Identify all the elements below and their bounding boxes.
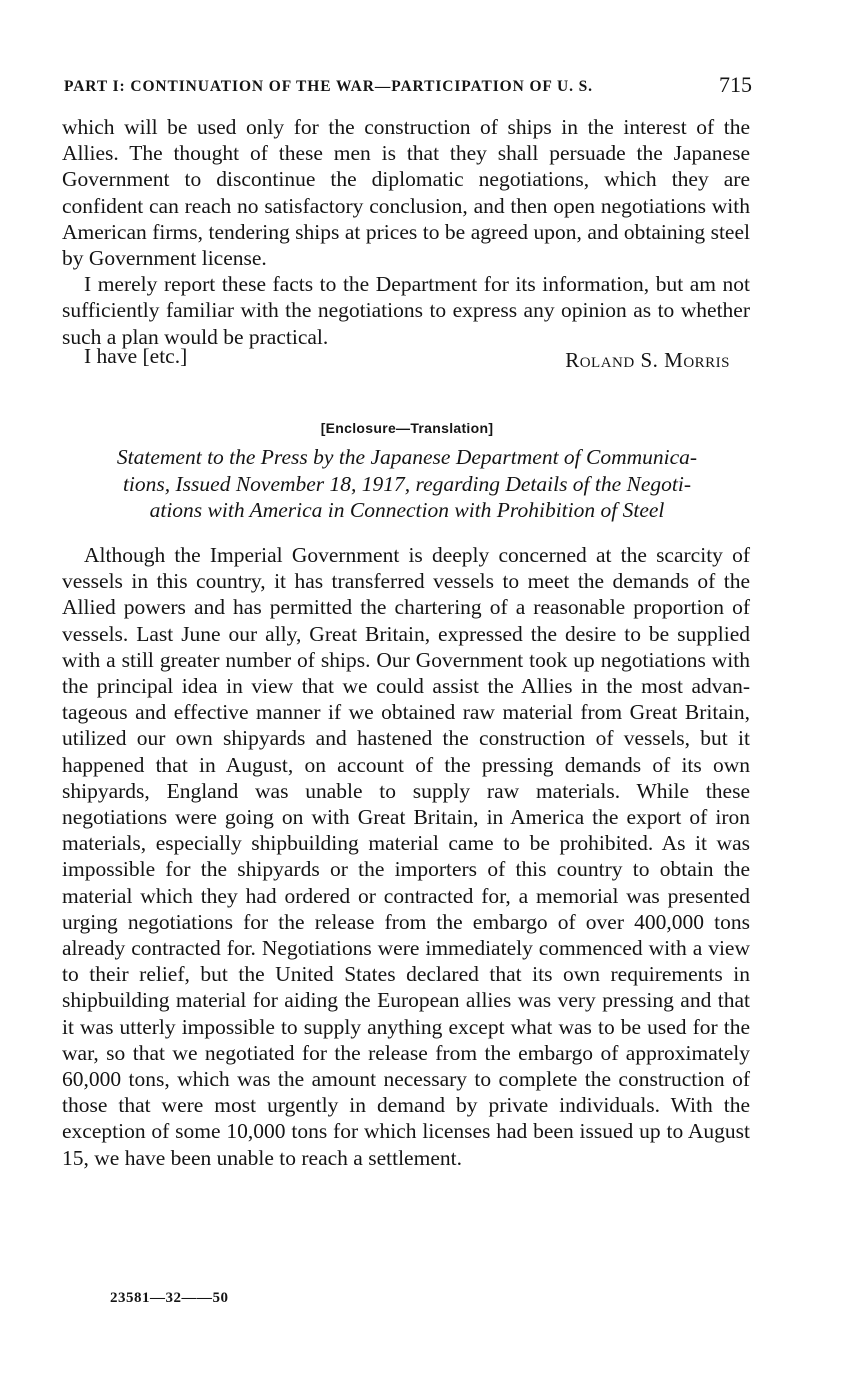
- signature: Roland S. Morris: [565, 348, 730, 372]
- page-number: 715: [719, 72, 752, 97]
- header-title: PART I: CONTINUATION OF THE WAR—PARTICIPATION OF U. S.: [64, 78, 593, 95]
- enclosure-paragraph: Although the Imperial Government is deeply concerned at the scarcity of vessels in this country, it has transferred vessels to meet the demands of the Allied powers and has permitted the chartering of a reasonable proportion of vessels. Last June our ally, Great Britain, expressed the desire to be supplied with a still greater number of ships. Our Government took up negotiations with the principal idea in view that we could assist the Allies in the most advantageous and effective manner if we obtained raw material from Great Britain, utilized our own shipyards and hastened the construction of vessels, but it happened that in August, on account of the pressing demands of its own shipyards, England was unable to supply raw materials. While these negotiations were going on with Great Britain, in America the export of iron materials, especially shipbuilding material came to be prohibited. As it was impossible for the shipyards or the importers of this country to obtain the material which they had ordered or contracted for, a memorial was presented urging negotiations for the release from the embargo of over 400,000 tons already contracted for. Negotiations were immediately commenced with a view to their relief, but the United States declared that its own requirements in shipbuilding material for aiding the European allies was very pressing and that it was utterly impossible to supply anything except what was to be used for the war, so that we negotiated for the release from the embargo of approximately 60,000 tons, which was the amount necessary to complete the construction of those that were most urgently in demand by private individuals. With the exception of some 10,000 tons for which licenses had been issued up to August 15, we have been unable to reach a settlement.: [62, 543, 750, 1170]
- enclosure-body: [62, 542, 750, 1171]
- letter-paragraph-2: I merely report these facts to the Department for its information, but am not sufficiently familiar with the negotiations to express any opinion as to whether such a plan would be practical.: [62, 272, 750, 349]
- running-header: [62, 72, 752, 102]
- letter-body: [62, 114, 750, 350]
- print-code: 23581—32——50: [110, 1290, 229, 1306]
- enclosure-title-line: Statement to the Press by the Japanese Department of Communica-: [116, 445, 698, 469]
- enclosure-title-line: ations with America in Connection with Prohibition of Steel: [149, 498, 665, 522]
- enclosure-title-line: tions, Issued November 18, 1917, regarding Details of the Negoti-: [122, 471, 692, 496]
- letter-paragraph-1: which will be used only for the construction of ships in the interest of the Allies. The thought of these men is that they shall persuade the Japanese Government to discontinue the diplomatic negotiations, which they are confident can reach no satisfactory conclusion, and then open negotiations with American firms, tendering ships at prices to be agreed upon, and obtaining steel by Government license.: [62, 115, 750, 271]
- enclosure-title: [62, 444, 752, 524]
- letter-closing: [62, 344, 730, 374]
- closing-greeting: I have [etc.]: [84, 344, 188, 368]
- enclosure-label: [Enclosure—Translation]: [320, 420, 494, 436]
